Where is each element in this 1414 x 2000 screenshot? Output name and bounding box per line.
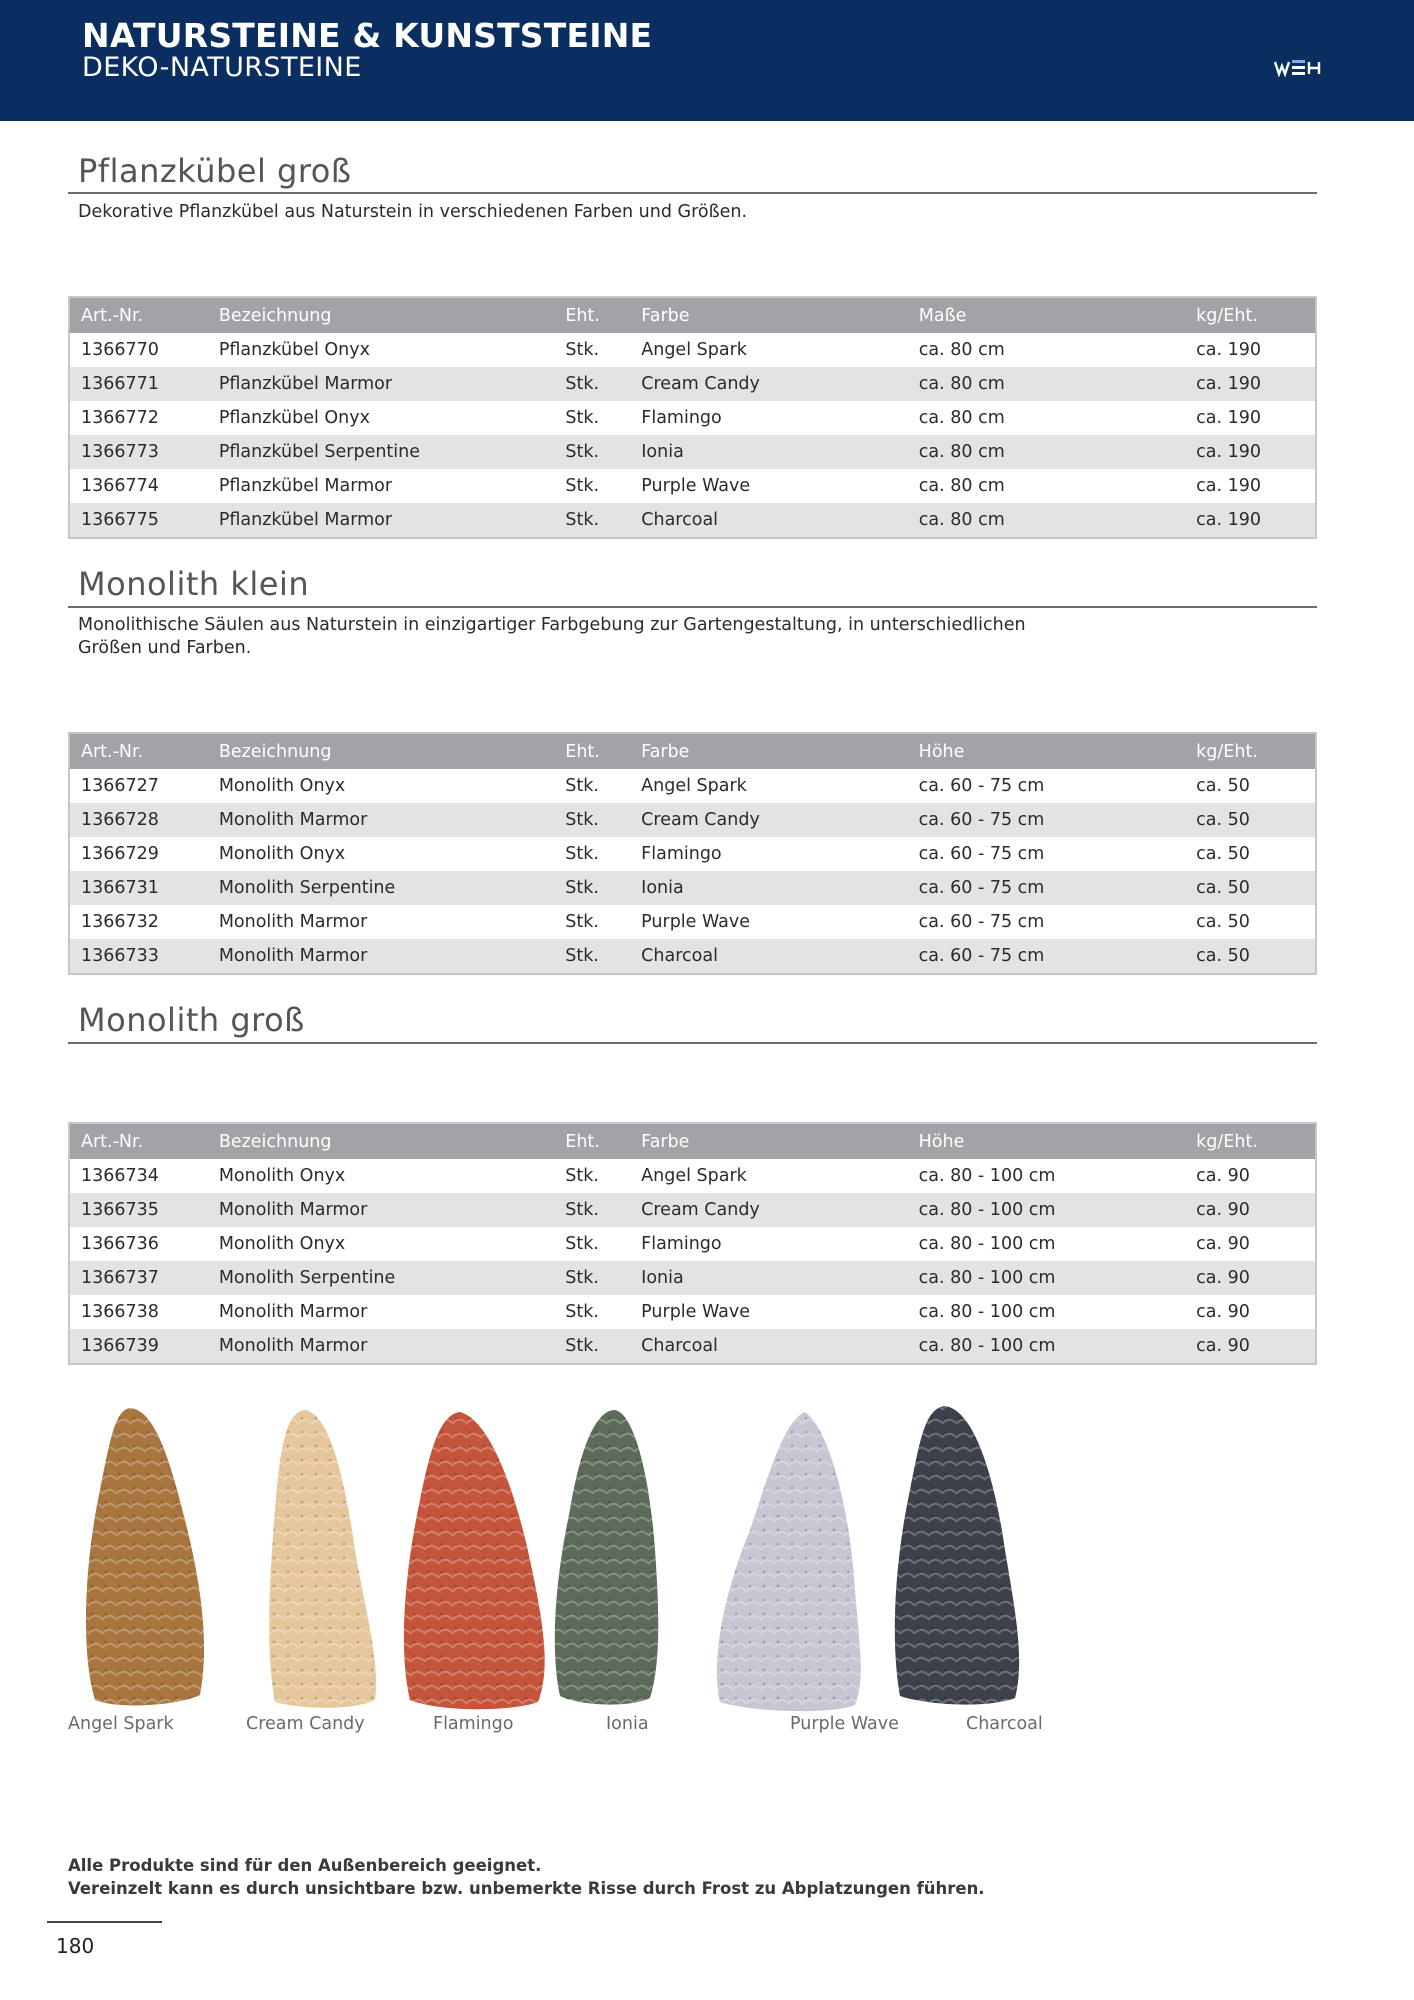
table-cell: 1366774: [69, 469, 208, 503]
column-header: Eht.: [554, 297, 630, 333]
stone-label-cream-candy: Cream Candy: [246, 1714, 365, 1734]
table-cell: 1366728: [69, 803, 208, 837]
table-cell: Pflanzkübel Marmor: [208, 367, 555, 401]
column-header: kg/Eht.: [1185, 1123, 1316, 1159]
section-divider: [68, 1042, 1317, 1044]
stone-label-purple-wave: Purple Wave: [790, 1714, 899, 1734]
column-header: Bezeichnung: [208, 733, 554, 769]
section-description: Monolithische Säulen aus Naturstein in einzigartiger Farbgebung zur Gartengestaltung, in unterschiedlichen Größen und Farben.: [78, 615, 1026, 658]
table-cell: ca. 190: [1185, 435, 1316, 469]
table-cell: Angel Spark: [630, 1159, 907, 1193]
table-cell: ca. 90: [1185, 1159, 1316, 1193]
table-row: [69, 1159, 1316, 1193]
table-cell: Stk.: [554, 1227, 630, 1261]
column-header: Eht.: [554, 733, 630, 769]
table-cell: Cream Candy: [630, 367, 908, 401]
table-header-row: [69, 1123, 1316, 1159]
column-header: Farbe: [630, 1123, 907, 1159]
page-header: [0, 0, 1414, 121]
table-cell: ca. 190: [1185, 367, 1316, 401]
stone-purple-wave-icon: [717, 1412, 861, 1711]
table-row: [69, 939, 1316, 974]
table-cell: ca. 90: [1185, 1295, 1316, 1329]
stone-label-charcoal: Charcoal: [966, 1714, 1043, 1734]
table-cell: Stk.: [554, 1193, 630, 1227]
table-cell: ca. 50: [1185, 939, 1316, 974]
table-cell: Cream Candy: [630, 1193, 907, 1227]
table-cell: Stk.: [554, 435, 630, 469]
table-cell: ca. 80 cm: [908, 469, 1185, 503]
stone-cream-candy-icon: [269, 1410, 376, 1708]
table-cell: ca. 50: [1185, 769, 1316, 803]
table-row: [69, 435, 1316, 469]
table-row: [69, 1295, 1316, 1329]
table-cell: Stk.: [554, 1295, 630, 1329]
table-cell: ca. 60 - 75 cm: [908, 769, 1186, 803]
table-cell: Pflanzkübel Onyx: [208, 401, 555, 435]
table-cell: ca. 80 cm: [908, 435, 1185, 469]
table-row: [69, 469, 1316, 503]
header-subtitle: DEKO-NATURSTEINE: [82, 52, 362, 83]
table-cell: ca. 80 - 100 cm: [908, 1261, 1186, 1295]
table-cell: Stk.: [554, 803, 630, 837]
table-cell: 1366729: [69, 837, 208, 871]
table-cell: ca. 50: [1185, 905, 1316, 939]
table-cell: Stk.: [554, 1159, 630, 1193]
table-cell: Angel Spark: [630, 769, 907, 803]
table-header-row: [69, 733, 1316, 769]
table-cell: ca. 80 cm: [908, 503, 1185, 538]
product-table-pflanzkuebel: [68, 296, 1317, 539]
table-cell: ca. 60 - 75 cm: [908, 905, 1186, 939]
table-row: [69, 769, 1316, 803]
table-row: [69, 503, 1316, 538]
table-cell: Stk.: [554, 503, 630, 538]
table-cell: 1366736: [69, 1227, 208, 1261]
table-cell: ca. 90: [1185, 1193, 1316, 1227]
brand-logo-icon: [1273, 56, 1325, 80]
column-header: Bezeichnung: [208, 297, 555, 333]
stone-charcoal-icon: [895, 1406, 1019, 1705]
outdoor-note: [68, 1854, 985, 1900]
table-cell: 1366734: [69, 1159, 208, 1193]
table-cell: Monolith Serpentine: [208, 1261, 554, 1295]
table-cell: Pflanzkübel Marmor: [208, 469, 555, 503]
table-cell: ca. 50: [1185, 803, 1316, 837]
table-cell: Monolith Onyx: [208, 1159, 554, 1193]
table-cell: ca. 90: [1185, 1227, 1316, 1261]
table-cell: Monolith Onyx: [208, 1227, 554, 1261]
table-cell: Ionia: [630, 871, 907, 905]
table-cell: Charcoal: [630, 1329, 907, 1364]
table-cell: 1366772: [69, 401, 208, 435]
page-number-divider: [47, 1921, 162, 1923]
section-title-pflanzkuebel: Pflanzkübel groß: [78, 152, 352, 190]
table-row: [69, 1329, 1316, 1364]
stone-ionia-icon: [555, 1410, 658, 1705]
table-cell: ca. 80 cm: [908, 367, 1185, 401]
table-cell: ca. 50: [1185, 871, 1316, 905]
table-cell: Monolith Marmor: [208, 1329, 554, 1364]
table-cell: Pflanzkübel Marmor: [208, 503, 555, 538]
section-title-monolith-gross: Monolith groß: [78, 1001, 305, 1039]
note-line: Alle Produkte sind für den Außenbereich geeignet.: [68, 1856, 542, 1875]
table-cell: Ionia: [630, 435, 908, 469]
table-header-row: [69, 297, 1316, 333]
table-cell: Monolith Serpentine: [208, 871, 554, 905]
table-cell: ca. 190: [1185, 333, 1316, 367]
table-cell: Purple Wave: [630, 469, 908, 503]
column-header: kg/Eht.: [1185, 733, 1316, 769]
section-divider: [68, 606, 1317, 608]
table-cell: Stk.: [554, 939, 630, 974]
table-cell: ca. 190: [1185, 401, 1316, 435]
table-cell: Charcoal: [630, 939, 907, 974]
column-header: Höhe: [908, 1123, 1186, 1159]
table-cell: Pflanzkübel Onyx: [208, 333, 555, 367]
table-cell: Stk.: [554, 469, 630, 503]
table-row: [69, 905, 1316, 939]
table-cell: ca. 60 - 75 cm: [908, 871, 1186, 905]
table-cell: Monolith Onyx: [208, 837, 554, 871]
stone-samples-illustration: [60, 1400, 1160, 1720]
table-row: [69, 871, 1316, 905]
table-cell: Stk.: [554, 905, 630, 939]
section-description: Dekorative Pflanzkübel aus Naturstein in verschiedenen Farben und Größen.: [78, 202, 748, 222]
table-cell: Monolith Marmor: [208, 1295, 554, 1329]
table-cell: ca. 60 - 75 cm: [908, 837, 1186, 871]
table-cell: Stk.: [554, 367, 630, 401]
page-number: 180: [56, 1934, 95, 1958]
table-cell: Monolith Onyx: [208, 769, 554, 803]
header-title: NATURSTEINE & KUNSTSTEINE: [82, 16, 653, 55]
table-cell: ca. 190: [1185, 469, 1316, 503]
column-header: Farbe: [630, 297, 908, 333]
table-cell: 1366775: [69, 503, 208, 538]
table-cell: Charcoal: [630, 503, 908, 538]
table-cell: 1366771: [69, 367, 208, 401]
table-cell: 1366733: [69, 939, 208, 974]
table-cell: Ionia: [630, 1261, 907, 1295]
table-cell: ca. 60 - 75 cm: [908, 803, 1186, 837]
column-header: Bezeichnung: [208, 1123, 554, 1159]
table-cell: Stk.: [554, 1261, 630, 1295]
column-header: Art.-Nr.: [69, 297, 208, 333]
stone-label-angel-spark: Angel Spark: [68, 1714, 174, 1734]
table-cell: Stk.: [554, 401, 630, 435]
table-row: [69, 1193, 1316, 1227]
table-row: [69, 1261, 1316, 1295]
table-cell: Stk.: [554, 769, 630, 803]
table-cell: ca. 90: [1185, 1329, 1316, 1364]
table-row: [69, 367, 1316, 401]
table-cell: Pflanzkübel Serpentine: [208, 435, 555, 469]
table-cell: ca. 80 - 100 cm: [908, 1329, 1186, 1364]
product-table-monolith-klein: [68, 732, 1317, 975]
table-row: [69, 1227, 1316, 1261]
table-cell: Purple Wave: [630, 905, 907, 939]
table-cell: 1366739: [69, 1329, 208, 1364]
table-cell: ca. 80 cm: [908, 333, 1185, 367]
table-cell: ca. 90: [1185, 1261, 1316, 1295]
table-cell: ca. 80 - 100 cm: [908, 1159, 1186, 1193]
table-cell: ca. 60 - 75 cm: [908, 939, 1186, 974]
table-row: [69, 401, 1316, 435]
table-cell: 1366731: [69, 871, 208, 905]
table-cell: 1366738: [69, 1295, 208, 1329]
table-cell: 1366737: [69, 1261, 208, 1295]
table-cell: Stk.: [554, 1329, 630, 1364]
table-row: [69, 803, 1316, 837]
section-title-monolith-klein: Monolith klein: [78, 565, 310, 603]
table-cell: ca. 80 - 100 cm: [908, 1227, 1186, 1261]
table-cell: 1366727: [69, 769, 208, 803]
stone-angel-spark-icon: [86, 1408, 204, 1705]
table-cell: Monolith Marmor: [208, 905, 554, 939]
column-header: Farbe: [630, 733, 907, 769]
stone-label-ionia: Ionia: [606, 1714, 649, 1734]
product-table-monolith-gross: [68, 1122, 1317, 1365]
table-cell: Stk.: [554, 333, 630, 367]
table-cell: 1366735: [69, 1193, 208, 1227]
table-cell: Cream Candy: [630, 803, 907, 837]
table-cell: ca. 80 cm: [908, 401, 1185, 435]
column-header: Eht.: [554, 1123, 630, 1159]
table-cell: Flamingo: [630, 837, 907, 871]
table-cell: Monolith Marmor: [208, 1193, 554, 1227]
table-cell: Flamingo: [630, 401, 908, 435]
table-cell: Flamingo: [630, 1227, 907, 1261]
column-header: Maße: [908, 297, 1185, 333]
table-cell: 1366773: [69, 435, 208, 469]
section-divider: [68, 192, 1317, 194]
table-row: [69, 837, 1316, 871]
table-cell: 1366770: [69, 333, 208, 367]
table-cell: ca. 190: [1185, 503, 1316, 538]
table-cell: Stk.: [554, 837, 630, 871]
table-cell: Purple Wave: [630, 1295, 907, 1329]
table-cell: Monolith Marmor: [208, 803, 554, 837]
stone-flamingo-icon: [404, 1412, 545, 1709]
table-cell: 1366732: [69, 905, 208, 939]
column-header: Art.-Nr.: [69, 1123, 208, 1159]
table-cell: ca. 80 - 100 cm: [908, 1295, 1186, 1329]
table-cell: Angel Spark: [630, 333, 908, 367]
table-cell: Stk.: [554, 871, 630, 905]
table-cell: ca. 50: [1185, 837, 1316, 871]
table-row: [69, 333, 1316, 367]
table-cell: Monolith Marmor: [208, 939, 554, 974]
column-header: Höhe: [908, 733, 1186, 769]
table-cell: ca. 80 - 100 cm: [908, 1193, 1186, 1227]
note-line: Vereinzelt kann es durch unsichtbare bzw. unbemerkte Risse durch Frost zu Abplatzungen führen.: [68, 1879, 985, 1898]
column-header: kg/Eht.: [1185, 297, 1316, 333]
stone-label-flamingo: Flamingo: [433, 1714, 514, 1734]
column-header: Art.-Nr.: [69, 733, 208, 769]
